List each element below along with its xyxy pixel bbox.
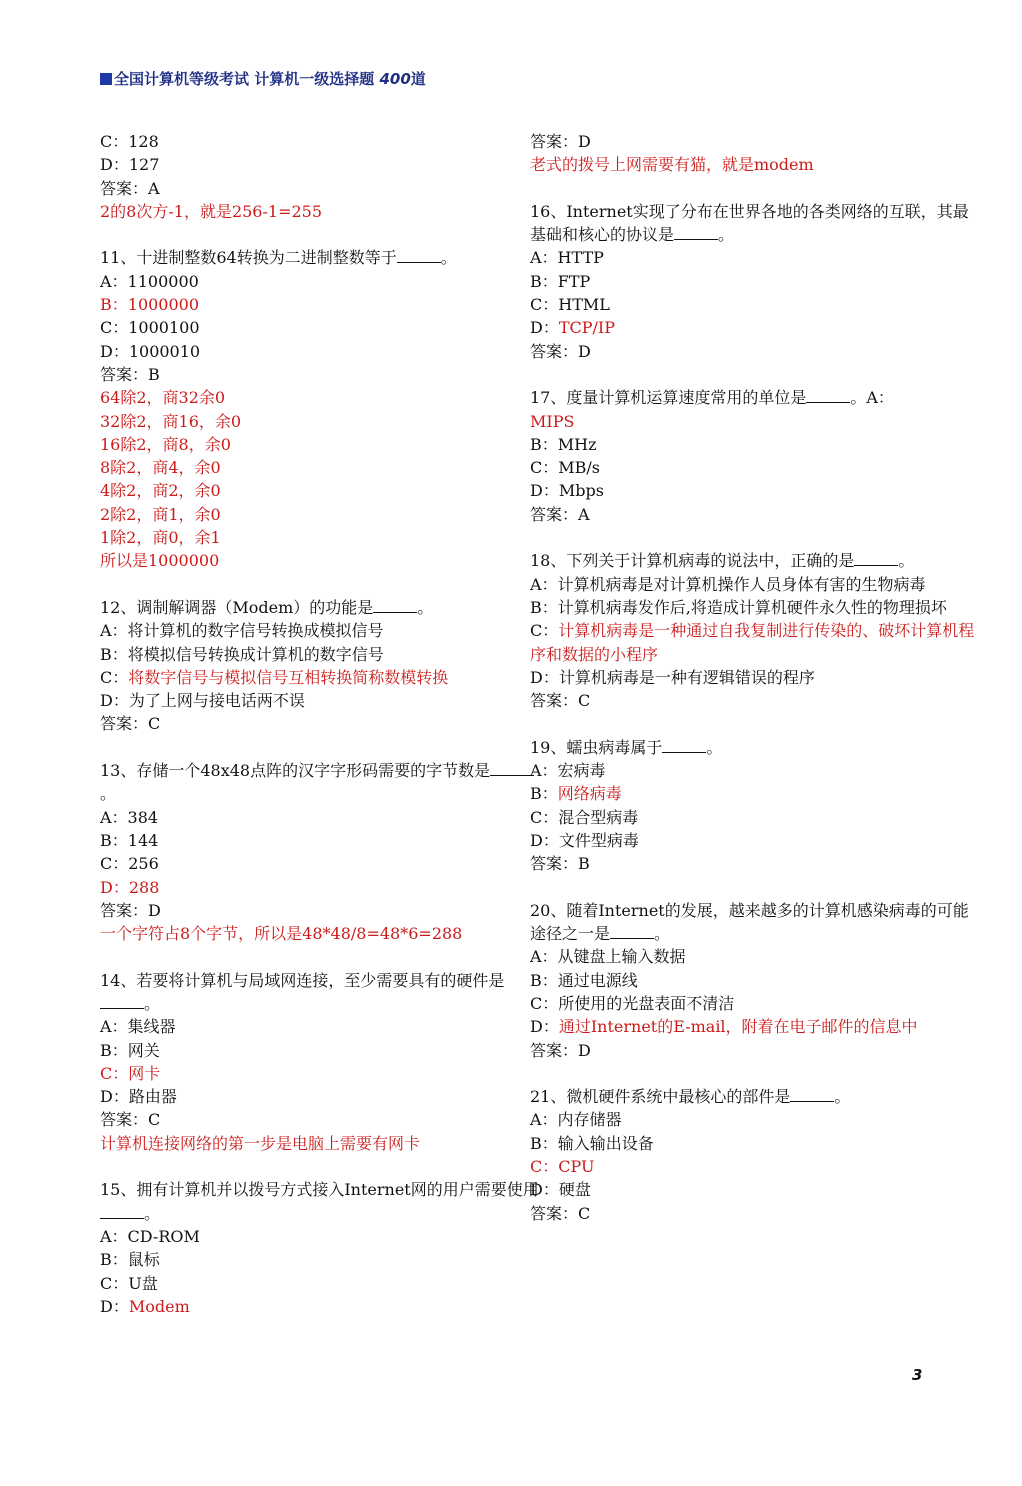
answer-blank [662, 752, 706, 753]
option-c: C：MB/s [530, 458, 600, 478]
option-b: B：144 [100, 830, 159, 850]
option-d: D：288 [100, 877, 160, 897]
option-d: D：通过Internet的E-mail，附着在电子邮件的信息中 [530, 1017, 918, 1037]
answer: 答案：D [530, 1040, 591, 1060]
question-stem: 17、度量计算机运算速度常用的单位是 。A： [530, 388, 894, 408]
option-a: A：CD-ROM [100, 1226, 200, 1246]
explanation: 老式的拨号上网需要有猫，就是modem [530, 155, 814, 175]
correct-option-text: Modem [128, 1296, 190, 1316]
answer: 答案：C [530, 1203, 591, 1223]
answer-blank [490, 775, 534, 776]
header-count: 400 [379, 69, 411, 88]
left-column [100, 130, 545, 1318]
option-a: A：计算机病毒是对计算机操作人员身体有害的生物病毒 [530, 574, 926, 594]
option-d: D：Mbps [530, 481, 604, 501]
answer: 答案：D [530, 132, 591, 151]
option-d: D：计算机病毒是一种有逻辑错误的程序 [530, 667, 815, 687]
answer: 答案：C [100, 1110, 161, 1130]
option-a-text: MIPS [530, 411, 575, 431]
page-number: 3 [912, 1366, 923, 1384]
option-a: A：HTTP [530, 248, 604, 268]
question-stem: 18、下列关于计算机病毒的说法中，正确的是 。 [530, 551, 915, 571]
answer: 答案：C [530, 691, 591, 711]
explanation: 一个字符占8个字节，所以是48*48/8=48*6=288 [100, 924, 463, 944]
option-c: C：U盘 [100, 1273, 158, 1293]
answer: 答案：D [100, 900, 161, 920]
option-c: C：HTML [530, 295, 610, 315]
option-b: B：输入输出设备 [530, 1133, 654, 1153]
page-header [100, 68, 426, 89]
answer: 答案：B [100, 364, 160, 384]
answer: 答案：B [530, 854, 590, 874]
answer-blank [610, 938, 654, 939]
correct-option-text: 计算机病毒是一种通过自我复制进行传染的、破坏计算机程序和数据的小程序 [530, 621, 975, 664]
explanation: 2的8次方-1，就是256-1=255 [100, 201, 323, 221]
correct-option-text: 网络病毒 [557, 784, 622, 804]
square-bullet-icon [100, 73, 112, 85]
option-d: D：路由器 [100, 1087, 177, 1107]
option-a: A：宏病毒 [530, 761, 606, 781]
option-c: C：CPU [530, 1157, 595, 1177]
option-b: B：MHz [530, 434, 597, 454]
correct-option-text: 将数字信号与模拟信号互相转换简称数模转换 [128, 667, 449, 687]
option-d: D：硬盘 [530, 1180, 591, 1200]
explanation-step: 所以是1000000 [100, 551, 220, 571]
option-c: C：128 [100, 132, 159, 151]
question-stem: 13、存储一个48x48点阵的汉字字形码需要的字节数是。 [100, 759, 545, 806]
question-stem: 20、随着Internet的发展，越来越多的计算机感染病毒的可能途径之一是 。 [530, 900, 969, 944]
explanation-step: 2除2，商1，余0 [100, 504, 221, 524]
answer-blank [397, 262, 441, 263]
answer-blank [100, 1008, 144, 1009]
answer: 答案：A [530, 504, 590, 524]
option-a: A：从键盘上输入数据 [530, 947, 686, 967]
option-d: D：1000010 [100, 341, 201, 361]
option-c: C：网卡 [100, 1063, 161, 1083]
explanation: 计算机连接网络的第一步是电脑上需要有网卡 [100, 1133, 421, 1153]
answer-blank [373, 612, 417, 613]
option-a: A：内存储器 [530, 1110, 622, 1130]
option-b: B：将模拟信号转换成计算机的数字信号 [100, 644, 384, 664]
question-stem: 15、拥有计算机并以拨号方式接入Internet网的用户需要使用。 [100, 1180, 539, 1223]
question-stem: 11、十进制整数64转换为二进制整数等于 。 [100, 248, 457, 268]
option-b: B：通过电源线 [530, 970, 638, 990]
option-a: A：将计算机的数字信号转换成模拟信号 [100, 621, 384, 641]
answer: 答案：D [530, 341, 591, 361]
option-d: D：为了上网与接电话两不误 [100, 691, 305, 711]
option-b: B：网关 [100, 1040, 160, 1060]
header-title: 全国计算机等级考试 计算机一级选择题 [114, 70, 375, 88]
explanation-step: 64除2，商32余0 [100, 388, 226, 408]
answer: 答案：C [100, 714, 161, 734]
explanation-step: 16除2，商8，余0 [100, 434, 231, 454]
option-b: B：计算机病毒发作后,将造成计算机硬件永久性的物理损坏 [530, 597, 947, 617]
option-c: C：所使用的光盘表面不清洁 [530, 993, 735, 1013]
option-b: B：鼠标 [100, 1250, 160, 1270]
option-a: A：1100000 [100, 271, 199, 291]
question-stem: 16、Internet实现了分布在世界各地的各类网络的互联，其最基础和核心的协议是 。 [530, 201, 969, 245]
correct-option-text: 通过Internet的E-mail，附着在电子邮件的信息中 [558, 1017, 918, 1037]
option-d: D：Modem [100, 1296, 190, 1316]
option-d: D：TCP/IP [530, 318, 615, 338]
option-a: A：384 [100, 807, 159, 827]
option-b: B：网络病毒 [530, 784, 622, 804]
option-a: A：集线器 [100, 1017, 176, 1037]
answer-blank [854, 565, 898, 566]
option-c: C：256 [100, 854, 159, 874]
answer-blank [100, 1218, 144, 1219]
question-stem: 19、蠕虫病毒属于 。 [530, 737, 723, 757]
answer: 答案：A [100, 178, 160, 198]
question-stem: 21、微机硬件系统中最核心的部件是 。 [530, 1087, 851, 1107]
option-d: D：文件型病毒 [530, 830, 639, 850]
header-suffix: 道 [410, 70, 426, 88]
right-column [530, 130, 975, 1225]
explanation-step: 1除2，商0，余1 [100, 528, 221, 548]
option-d: D：127 [100, 155, 160, 175]
explanation-step: 4除2，商2，余0 [100, 481, 221, 501]
option-c: C：混合型病毒 [530, 807, 639, 827]
question-stem: 14、若要将计算机与局域网连接，至少需要具有的硬件是。 [100, 970, 505, 1013]
answer-blank [790, 1101, 834, 1102]
option-c: C：计算机病毒是一种通过自我复制进行传染的、破坏计算机程序和数据的小程序 [530, 621, 975, 664]
answer-blank [674, 239, 718, 240]
question-stem: 12、调制解调器（Modem）的功能是 。 [100, 597, 434, 617]
option-c: C：将数字信号与模拟信号互相转换简称数模转换 [100, 667, 449, 687]
correct-option-text: TCP/IP [558, 318, 615, 338]
answer-blank [806, 402, 850, 403]
option-b: B：1000000 [100, 295, 200, 315]
explanation-step: 32除2，商16，余0 [100, 411, 242, 431]
option-c: C：1000100 [100, 318, 200, 338]
explanation-step: 8除2，商4，余0 [100, 458, 221, 478]
option-b: B：FTP [530, 271, 591, 291]
